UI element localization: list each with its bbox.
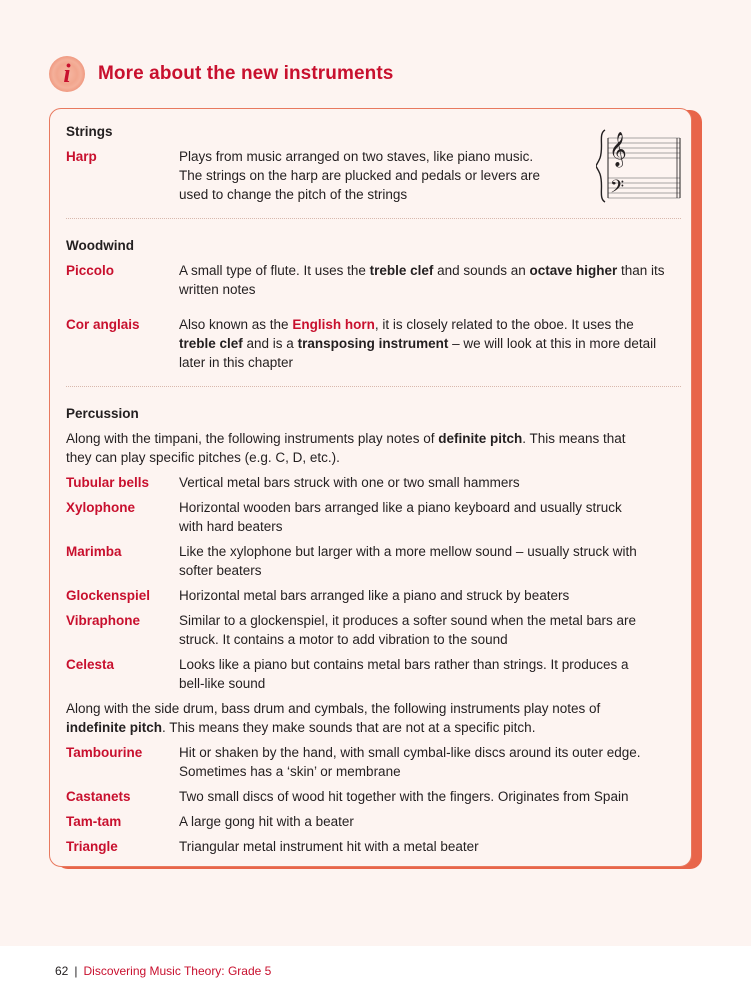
page-title: More about the new instruments: [98, 63, 394, 84]
description: Like the xylophone but larger with a more mellow sound – usually struck with softer beaters: [179, 544, 637, 578]
entry-triangle: [66, 837, 681, 856]
term: Tubular bells: [66, 475, 150, 490]
description: A large gong hit with a beater: [179, 814, 354, 829]
description: Hit or shaken by the hand, with small cymbal-like discs around its outer edge. Sometimes has a ‘skin’ or membrane: [179, 745, 641, 779]
entry-glockenspiel: [66, 586, 681, 605]
description: Horizontal metal bars arranged like a piano and struck by beaters: [179, 588, 570, 603]
entry-tam-tam: [66, 812, 681, 831]
section-title-percussion: Percussion: [66, 406, 139, 421]
term: Marimba: [66, 544, 122, 559]
description: Two small discs of wood hit together with the fingers. Originates from Spain: [179, 789, 629, 804]
page-footer: [55, 964, 271, 978]
divider: [66, 386, 681, 387]
section-title-woodwind: Woodwind: [66, 238, 134, 253]
definite-pitch-intro: Along with the timpani, the following instruments play notes of definite pitch. This means that they can play specific pitches (e.g. C, D, etc.).: [66, 431, 626, 465]
entry-tambourine: [66, 743, 681, 781]
section-title-strings: Strings: [66, 124, 113, 139]
indefinite-pitch-list: [66, 743, 681, 856]
page-number: 62: [55, 964, 69, 978]
treble-clef-icon: 𝄞: [609, 132, 627, 167]
term: Xylophone: [66, 500, 136, 515]
entry-xylophone: [66, 498, 681, 536]
term: Vibraphone: [66, 613, 141, 628]
section-heading: [49, 56, 393, 92]
term: Triangle: [66, 839, 118, 854]
info-icon: i: [49, 56, 85, 92]
description: Vertical metal bars struck with one or two small hammers: [179, 475, 520, 490]
term: Piccolo: [66, 263, 115, 278]
bass-clef-icon: 𝄢: [610, 177, 625, 202]
entry-vibraphone: [66, 611, 681, 649]
description: Similar to a glockenspiel, it produces a softer sound when the metal bars are struck. It contains a motor to add vibration to the sound: [179, 613, 636, 647]
footer-separator: |: [74, 964, 78, 978]
entry-tubular-bells: [66, 473, 681, 492]
definite-pitch-list: [66, 473, 681, 693]
box-content: [66, 122, 681, 862]
description: Plays from music arranged on two staves, like piano music. The strings on the harp are plucked and pedals or levers are used to change the pitch of the strings: [179, 149, 540, 202]
entry-harp: [66, 147, 681, 204]
indefinite-pitch-intro: Along with the side drum, bass drum and cymbals, the following instruments play notes of indefinite pitch. This means they make sounds that are not at a specific pitch.: [66, 701, 601, 735]
term: Tambourine: [66, 745, 143, 760]
term: Tam-tam: [66, 814, 122, 829]
description: Also known as the English horn, it is closely related to the oboe. It uses the treble clef and is a transposing instrument – we will look at this in more detail later in this chapter: [179, 317, 657, 370]
divider: [66, 218, 681, 219]
description: Triangular metal instrument hit with a metal beater: [179, 839, 479, 854]
book-title: Discovering Music Theory: Grade 5: [83, 964, 272, 978]
entry-celesta: [66, 655, 681, 693]
description: Looks like a piano but contains metal bars rather than strings. It produces a bell-like sound: [179, 657, 629, 691]
term: Glockenspiel: [66, 588, 151, 603]
entry-piccolo: [66, 261, 681, 299]
description: Horizontal wooden bars arranged like a piano keyboard and usually struck with hard beaters: [179, 500, 622, 534]
entry-marimba: [66, 542, 681, 580]
entry-castanets: [66, 787, 681, 806]
entry-cor-anglais: [66, 315, 681, 372]
description: A small type of flute. It uses the treble clef and sounds an octave higher than its written notes: [179, 263, 665, 297]
term: Castanets: [66, 789, 131, 804]
term: Cor anglais: [66, 317, 140, 332]
term: Harp: [66, 149, 97, 164]
term: Celesta: [66, 657, 115, 672]
